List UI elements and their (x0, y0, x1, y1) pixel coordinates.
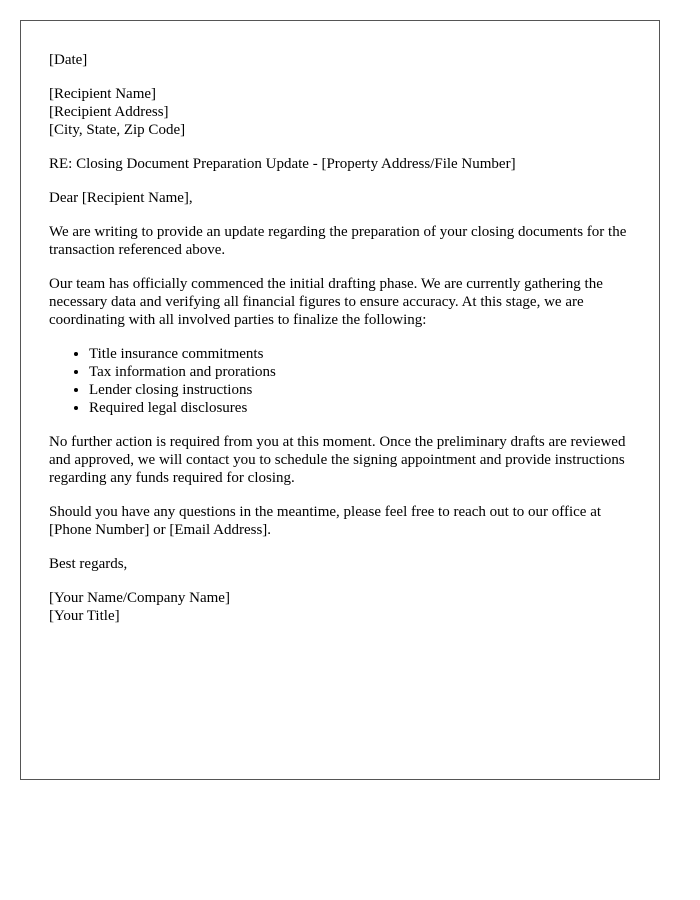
letter-body (49, 51, 634, 641)
recipient-name: [Recipient Name] (49, 86, 157, 102)
list-item: • Title insurance commitments (89, 345, 634, 363)
signature-title: [Your Title] (49, 608, 120, 624)
contact-paragraph: Should you have any questions in the meantime, please feel free to reach out to our office at [Phone Number] or [Email Address]. (49, 504, 602, 538)
letter-page (20, 20, 660, 780)
list-item: • Required legal disclosures (89, 399, 634, 417)
intro-paragraph: We are writing to provide an update regarding the preparation of your closing documents for the transaction referenced above. (49, 224, 627, 258)
recipient-address: [Recipient Address] (49, 104, 169, 120)
next-steps-paragraph: No further action is required from you at this moment. Once the preliminary drafts are reviewed and approved, we will contact you to schedule the signing appointment and provide instructions regarding any funds required for closing. (49, 434, 626, 486)
list-item: • Lender closing instructions (89, 381, 634, 399)
list-item: • Tax information and prorations (89, 363, 634, 381)
subject-line: RE: Closing Document Preparation Update - [Property Address/File Number] (49, 156, 516, 172)
signature-name: [Your Name/Company Name] (49, 590, 230, 606)
salutation: Dear [Recipient Name], (49, 190, 193, 206)
recipient-block (49, 85, 634, 139)
signature-block (49, 589, 634, 625)
recipient-city-state-zip: [City, State, Zip Code] (49, 122, 186, 138)
document-checklist (49, 345, 634, 417)
letter-date: [Date] (49, 52, 88, 68)
drafting-paragraph: Our team has officially commenced the initial drafting phase. We are currently gathering the necessary data and verifying all financial figures to ensure accuracy. At this stage, we are coordinating with all involved parties to finalize the following: (49, 276, 603, 328)
closing: Best regards, (49, 556, 128, 572)
